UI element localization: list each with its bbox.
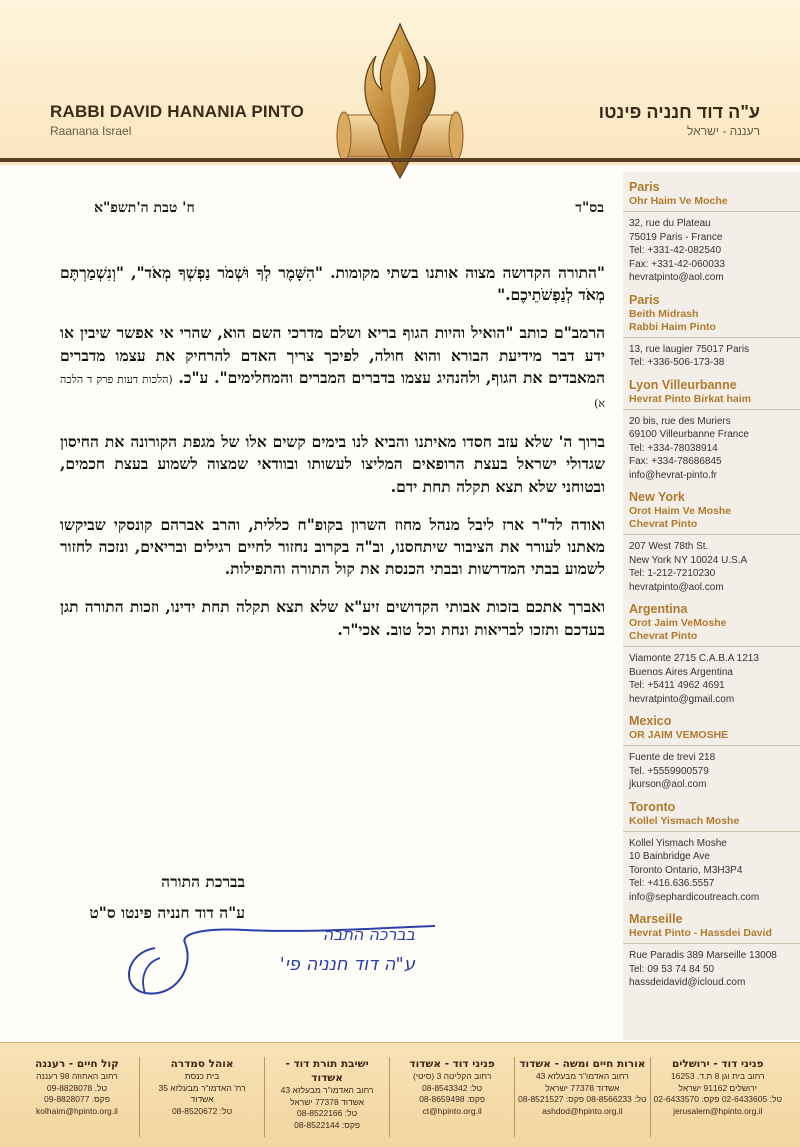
footer-address-line: פקס. 09-8828077	[44, 1094, 110, 1104]
footer-address-line: רחוב בית וגן 8 ת.ד. 16253	[670, 1071, 765, 1081]
letterhead	[0, 0, 800, 165]
footer-email-link[interactable]: ashdod@hpinto.org.il	[542, 1105, 623, 1116]
footer-address-line: רח' האדמו"ר מבעלזא 35	[158, 1082, 246, 1093]
office-address-line: Buenos Aires Argentina	[629, 666, 733, 678]
office-institution: Chevrat Pinto	[629, 630, 698, 642]
office-email-link[interactable]: info@sephardicoutreach.com	[629, 891, 760, 903]
flame-scroll-logo-icon	[330, 20, 470, 180]
footer-column-title: קול חיים - רעננה	[35, 1058, 119, 1070]
office-institution: Beith Midrash	[629, 307, 699, 320]
office-address-line: Rue Paradis 389 Marseille 13008	[629, 950, 777, 961]
footer-address-line: טל: 08-8520672	[171, 1105, 233, 1116]
office-divider	[623, 646, 800, 647]
footer-column	[139, 1057, 264, 1137]
rabbi-name-hebrew: ע"ה דוד חנניה פינטו	[598, 102, 760, 122]
closing-signature-name: ע"ה דוד חנניה פינטו ס"ט	[89, 903, 245, 922]
office-divider	[623, 745, 800, 746]
office-city: Toronto	[629, 799, 676, 814]
office-address-line: 69100 Villeurbanne France	[629, 429, 749, 440]
office-institution: Orot Jaim VeMoshe	[629, 617, 727, 629]
signature-line-2: ע"ה דוד חנניה פי'	[279, 954, 415, 975]
office-block	[629, 800, 800, 905]
footer-address-line: רחוב האדמו"ר מבעלזא 43	[280, 1085, 374, 1095]
footer-email-link[interactable]: kolhaim@hpinto.org.il	[36, 1105, 118, 1116]
office-city: Paris	[629, 292, 660, 307]
office-address-line: New York NY 10024 U.S.A	[629, 554, 748, 566]
footer-address-line: פקס: 08-8522144	[294, 1119, 361, 1130]
office-divider	[623, 409, 800, 410]
office-institution: Hevrat Pinto Birkat haim	[629, 392, 751, 405]
office-institution: Rabbi Haim Pinto	[629, 320, 716, 333]
footer-address-line: אשדוד 77378 ישראל	[290, 1096, 365, 1107]
office-divider	[623, 831, 800, 832]
office-institution: OR JAIM VEMOSHE	[629, 729, 729, 741]
paragraph-1: "התורה הקדושה מצוה אותנו בשתי מקומות. "הִשָּׁמֶר לְךָ וּשְׁמֹר נַפְשְׁךָ מְאֹד", "וְנִשְׁמַרְתֶּם מְאֹד לְנַפְשֹׁתֵיכֶם."	[60, 263, 605, 305]
footer-column	[389, 1057, 514, 1137]
footer-address-line: טל. 09-8828078	[46, 1082, 108, 1093]
footer-address-line: פקס: 08-8659498	[419, 1094, 486, 1104]
footer-address-line: ירושלים 91162 ישראל	[678, 1082, 758, 1093]
office-institution: Hevrat Pinto - Hassdei David	[629, 927, 772, 939]
office-address-line: 75019 Paris - France	[629, 231, 723, 243]
footer-column-title: אורות חיים ומשה - אשדוד	[519, 1058, 646, 1070]
office-city: Paris	[629, 180, 660, 194]
footer-address-line: טל: 08-8543342	[422, 1082, 483, 1093]
footer-address-line: רחוב האדמו"ר מבעלזא 43	[535, 1071, 629, 1081]
office-address-line: 20 bis, rue des Muriers	[629, 415, 731, 427]
office-address-line: Tel: 1-212-7210230	[629, 568, 716, 579]
footer-address-line: אשדוד 77378 ישראל	[545, 1082, 620, 1093]
paragraph-2	[60, 322, 605, 415]
paragraph-2-text: הרמב"ם כותב "הואיל והיות הגוף בריא ושלם מדרכי השם הוא, שהרי אי אפשר שיבין או ידע דבר מידיעת הבורא והוא חולה, לפיכך צריך האדם להרחיק את עצמו מדברים המאבדים את הגוף, ולהנהיג עצמו בדברים המברים והמחלימים". ע"כ.	[60, 323, 605, 387]
office-address-line: 207 West 78th St.	[629, 541, 709, 552]
office-block	[629, 714, 800, 792]
office-city: Marseille	[629, 912, 683, 926]
letter-body	[60, 262, 605, 657]
office-address-line: Fax: +334-78686845	[629, 456, 722, 467]
footer-email-link[interactable]: ct@hpinto.org.il	[422, 1105, 482, 1116]
offices-sidebar	[623, 172, 800, 1040]
office-divider	[623, 337, 800, 338]
office-address-line: Tel: +5411 4962 4691	[629, 680, 725, 691]
office-institution: Orot Haim Ve Moshe	[629, 505, 732, 517]
footer-column-title: ישיבת תורת דוד - אשדוד	[285, 1058, 369, 1084]
office-address-line: 10 Bainbridge Ave	[629, 851, 710, 862]
office-address-line: Tel: +336-506-173-38	[629, 357, 725, 368]
paragraph-3: ברוך ה' שלא עזב חסדו מאיתנו והביא לנו בימים קשים אלו של מגפת הקורונה את החיסון שגדולי ישראל בעצת הרופאים המליצו לעשותו ובוודאי שמצוה לשמוע בעצת חכמים, ובטוחני שלא תצא תקלה תחת ידם.	[60, 432, 605, 496]
footer-column-title: פניני דוד - אשדוד	[409, 1058, 495, 1070]
paragraph-2-reference: (הלכות דעות פרק ד הלכה א)	[60, 372, 605, 411]
footer-address-line: טל: 02-6433605 פקס: 02-6433570	[653, 1094, 782, 1104]
bsd-mark: בס"ד	[575, 200, 604, 216]
office-institution: Ohr Haim Ve Moche	[629, 195, 728, 207]
location-english: Raanana Israel	[50, 124, 132, 138]
office-city: Argentina	[629, 602, 688, 616]
location-hebrew: רעננה - ישראל	[687, 124, 760, 138]
office-email-link[interactable]: info@hevrat-pinto.fr	[629, 469, 717, 481]
office-city: Lyon Villeurbanne	[629, 377, 737, 392]
letter-date: ח' טבת ה'תשפ"א	[94, 200, 195, 216]
office-address-line: Fuente de trevi 218	[629, 752, 716, 763]
office-email-link[interactable]: hevratpinto@aol.com	[629, 272, 724, 283]
office-city: New York	[629, 490, 685, 504]
office-address-line: Kollel Yismach Moshe	[629, 837, 727, 849]
office-address-line: 32, rue du Plateau	[629, 218, 711, 229]
footer-address-line: בית כנסת	[184, 1071, 220, 1081]
office-email-link[interactable]: hevratpinto@gmail.com	[629, 693, 735, 705]
paragraph-4: ואודה לד"ר ארז ליבל מנהל מחוז השרון בקופ"ח כללית, והרב אברהם קונסקי שביקשו מאתנו לעורר את הציבור שיתחסנו, וב"ה בקרוב נחזור לחיים רגילים ובריאים, ונזכה לחזור לשמוע בבתי המדרשות ובבתי הכנסת את קול התורה והתפילות.	[60, 514, 605, 579]
footer-addresses	[0, 1042, 800, 1147]
office-block	[629, 293, 800, 370]
office-address-line: Tel: +331-42-082540	[629, 245, 722, 256]
office-address-line: Toronto Ontario, M3H3P4	[629, 864, 743, 876]
footer-column-title: אוהל סמדרה	[170, 1058, 234, 1070]
signature-line-1: בברכה התבה	[322, 925, 415, 944]
rabbi-name-english: RABBI DAVID HANANIA PINTO	[50, 102, 305, 121]
office-address-line: Tel: 09 53 74 84 50	[629, 963, 715, 975]
office-institution: Kollel Yismach Moshe	[629, 814, 740, 827]
footer-column	[15, 1057, 139, 1137]
paragraph-5: ואברך אתכם בזכות אבותי הקדושים זיע"א שלא תצא תקלה תחת ידינו, וזכות התורה תגן בעדכם ותזכו לבריאות ונחת וכל טוב. אכי"ר.	[60, 597, 605, 639]
header-divider	[0, 158, 800, 162]
footer-address-line: טל: 08-8566233 פקס: 08-8521527	[518, 1094, 647, 1104]
office-address-line: Tel. +5559900579	[629, 765, 709, 777]
footer-column	[514, 1057, 649, 1137]
footer-email-link[interactable]: jerusalem@hpinto.org.il	[673, 1105, 763, 1116]
office-address-line: 13, rue laugier 75017 Paris	[629, 343, 750, 355]
office-block	[629, 602, 800, 706]
letter-header-row	[40, 200, 605, 222]
footer-address-line: רחוב האחוזה 98 רעננה	[36, 1071, 118, 1081]
office-address-line: Fax: +331-42-060033	[629, 258, 725, 270]
office-address-line: Viamonte 2715 C.A.B.A 1213	[629, 653, 759, 664]
office-email-link[interactable]: hassdeidavid@icloud.com	[629, 977, 746, 988]
office-email-link[interactable]: jkurson@aol.com	[629, 779, 707, 790]
office-block	[629, 180, 800, 285]
footer-address-line: אשדוד	[190, 1094, 214, 1104]
office-address-line: Tel: +416.636.5557	[629, 878, 715, 889]
footer-address-line: טל: 08-8522166	[297, 1108, 358, 1118]
office-address-line: Tel: +334-78038914	[629, 442, 718, 454]
closing-blessing: בברכת התורה	[161, 872, 245, 891]
footer-address-line: רחוב הקליטה 3 (סיטי)	[413, 1071, 492, 1081]
office-email-link[interactable]: hevratpinto@aol.com	[629, 581, 724, 593]
footer-column-title: פניני דוד - ירושלים	[671, 1058, 764, 1070]
office-institution: Chevrat Pinto	[629, 518, 698, 530]
office-divider	[623, 943, 800, 944]
office-divider	[623, 534, 800, 535]
footer-column	[264, 1057, 389, 1137]
office-block	[629, 912, 800, 990]
office-city: Mexico	[629, 714, 672, 728]
office-divider	[623, 211, 800, 212]
footer-column	[650, 1057, 785, 1137]
handwritten-signature	[115, 908, 455, 1008]
office-block	[629, 490, 800, 594]
office-block	[629, 378, 800, 483]
